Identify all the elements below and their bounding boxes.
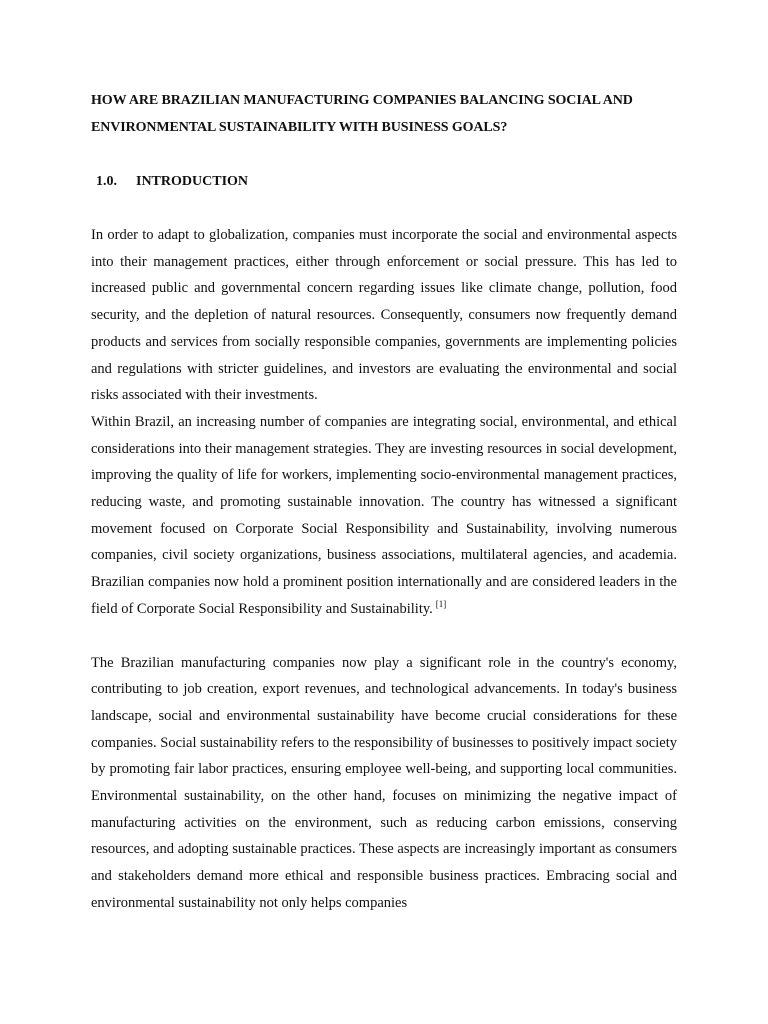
paragraph-brazil-csr-text: Within Brazil, an increasing number of companies are integrating social, environmental, and ethical considerations into their management strategies. They are investing resources in social development, improving the quality of life for workers, implementing socio-environmental management practices, reducing waste, and promoting sustainable innovation. The country has witnessed a significant movement focused on Corporate Social Responsibility and Sustainability, involving numerous companies, civil society organizations, business associations, multilateral agencies, and academia. Brazilian companies now hold a prominent position internationally and are considered leaders in the field of Corporate Social Responsibility and Sustainability. [91,413,677,617]
document-page [91,88,677,917]
paragraph-globalization: In order to adapt to globalization, companies must incorporate the social and environmental aspects into their management practices, either through enforcement or social pressure. This has led to increased public and governmental concern regarding issues like climate change, pollution, food security, and the depletion of natural resources. Consequently, consumers now frequently demand products and services from socially responsible companies, governments are implementing policies and regulations with stricter guidelines, and investors are evaluating the environmental and social risks associated with their investments. [91,227,677,404]
reference-marker[interactable]: [1] [435,599,447,610]
document-title: HOW ARE BRAZILIAN MANUFACTURING COMPANIES BALANCING SOCIAL AND ENVIRONMENTAL SUSTAINABILITY WITH BUSINESS GOALS? [91,93,633,135]
section-heading [96,169,677,195]
section-title: INTRODUCTION [136,174,249,189]
paragraph-manufacturing: The Brazilian manufacturing companies now play a significant role in the country's economy, contributing to job creation, export revenues, and technological advancements. In today's business landscape, social and environmental sustainability have become crucial considerations for these companies. Social sustainability refers to the responsibility of businesses to positively impact society by promoting fair labor practices, ensuring employee well-being, and supporting local communities. Environmental sustainability, on the other hand, focuses on minimizing the negative impact of manufacturing activities on the environment, such as reducing carbon emissions, conserving resources, and adopting sustainable practices. These aspects are increasingly important as consumers and stakeholders demand more ethical and responsible business practices. Embracing social and environmental sustainability not only helps companies [91,654,677,911]
section-number: 1.0. [96,174,117,189]
paragraph-brazil-csr [91,409,677,623]
